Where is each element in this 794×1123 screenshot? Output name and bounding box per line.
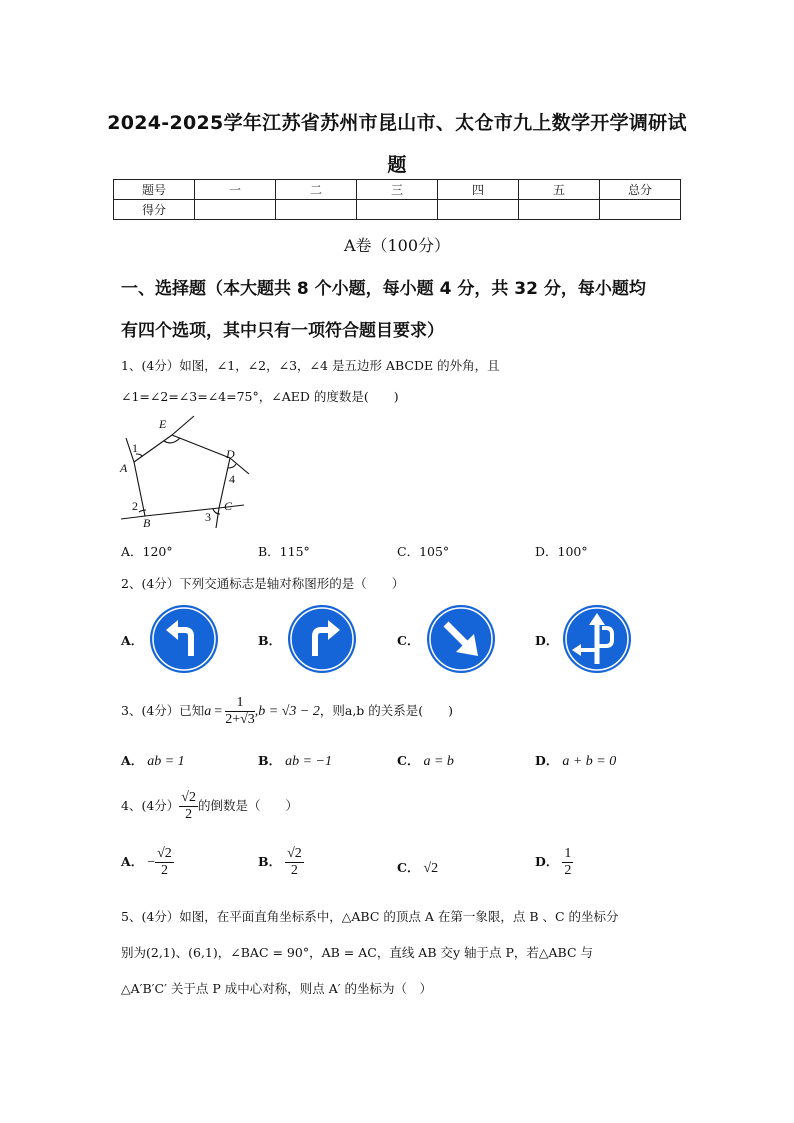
- q3-b-part: ,b = √3 − 2: [254, 704, 320, 719]
- angle-label-2: 2: [132, 499, 138, 513]
- score-cell: 题号: [114, 180, 195, 200]
- q3-frac-num: 1: [225, 695, 255, 712]
- arrow-down-right-icon[interactable]: [426, 604, 496, 674]
- q2-option-d-label[interactable]: D．: [535, 633, 559, 648]
- question-3-stem: [121, 691, 453, 732]
- score-table-header-row: [114, 180, 681, 200]
- q3-fraction: [225, 695, 255, 728]
- section-heading-line2: 有四个选项，其中只有一项符合题目要求）: [121, 321, 444, 341]
- page-title-line2: 题: [387, 154, 407, 176]
- score-cell: 总分: [600, 180, 681, 200]
- score-cell: [195, 200, 276, 220]
- q4-option-d-num: 1: [564, 846, 572, 861]
- question-5-line3: △A′B′C′ 关于点 P 成中心对称，则点 A′ 的坐标为（ ）: [121, 981, 433, 996]
- q4-option-c[interactable]: [397, 858, 438, 877]
- q4-option-a-fraction: [155, 846, 174, 879]
- q4-option-c-label: C．: [397, 860, 420, 875]
- q3-option-c-label: C．: [397, 753, 420, 768]
- q3-option-b[interactable]: [258, 751, 332, 770]
- q3-var-a: a: [204, 704, 212, 719]
- q3-suffix: ，则a,b 的关系是( ): [319, 703, 454, 718]
- angle-label-1: 1: [132, 441, 138, 455]
- q4-option-a-den: 2: [160, 863, 168, 878]
- q3-option-a[interactable]: [121, 751, 185, 770]
- score-cell: 三: [357, 180, 438, 200]
- q3-option-d-expr: a + b = 0: [562, 754, 617, 769]
- q4-option-b-label: B．: [258, 854, 282, 869]
- q4-option-a[interactable]: [121, 846, 174, 879]
- score-cell: [276, 200, 357, 220]
- label-D: D: [226, 447, 235, 461]
- question-4-stem: [121, 786, 298, 826]
- score-cell: 五: [519, 180, 600, 200]
- q4-option-b-fraction: [285, 846, 304, 879]
- q4-frac-den: 2: [185, 807, 193, 822]
- q4-suffix: 的倒数是（ ）: [197, 798, 298, 813]
- q3-frac-den: 2+√3: [225, 712, 255, 727]
- q4-fraction: [179, 790, 198, 823]
- q1-option-d[interactable]: D．100°: [535, 544, 588, 559]
- label-E: E: [159, 417, 167, 431]
- angle-label-3: 3: [205, 510, 211, 524]
- score-cell: 一: [195, 180, 276, 200]
- label-C: C: [224, 499, 233, 513]
- score-cell: [357, 200, 438, 220]
- q4-option-a-label: A．: [121, 854, 144, 869]
- q1-option-a[interactable]: A．120°: [121, 544, 173, 559]
- paper-section-heading: A卷（100分）: [343, 236, 451, 255]
- q3-equals: =: [214, 704, 223, 719]
- q4-option-b-den: 2: [290, 863, 298, 878]
- q4-option-b[interactable]: [258, 846, 304, 879]
- label-A: A: [120, 461, 128, 475]
- q4-option-d-den: 2: [564, 863, 572, 878]
- turn-right-icon[interactable]: [287, 604, 357, 674]
- straight-or-left-right-icon[interactable]: [562, 604, 632, 674]
- score-cell: 四: [438, 180, 519, 200]
- q4-option-c-expr: √2: [423, 861, 439, 876]
- q3-option-a-label: A．: [121, 753, 144, 768]
- question-1-line2: ∠1=∠2=∠3=∠4=75°，∠AED 的度数是( ): [121, 389, 399, 404]
- q3-option-b-expr: ab = −1: [285, 754, 332, 769]
- score-table-score-row: [114, 200, 681, 220]
- q4-option-d-fraction: [562, 846, 573, 879]
- score-cell: 二: [276, 180, 357, 200]
- score-cell: [519, 200, 600, 220]
- angle-label-4: 4: [229, 472, 235, 486]
- score-cell: [438, 200, 519, 220]
- score-cell: 得分: [114, 200, 195, 220]
- q3-prefix: 3、(4分）已知: [121, 703, 205, 718]
- q4-prefix: 4、(4分）: [121, 798, 180, 813]
- q4-option-d-label: D．: [535, 854, 559, 869]
- score-table: [113, 179, 681, 220]
- q4-option-a-sign: −: [147, 855, 156, 870]
- label-B: B: [143, 516, 151, 530]
- q3-option-d-label: D．: [535, 753, 559, 768]
- q3-option-c[interactable]: [397, 751, 454, 770]
- q3-option-d[interactable]: [535, 751, 616, 770]
- q3-option-b-label: B．: [258, 753, 282, 768]
- pentagon-figure: [112, 410, 257, 535]
- section-heading-line1: 一、选择题（本大题共 8 个小题，每小题 4 分，共 32 分，每小题均: [121, 279, 646, 299]
- q4-frac-num: √2: [181, 790, 196, 805]
- question-2-stem: 2、(4分）下列交通标志是轴对称图形的是（ ）: [121, 576, 405, 591]
- q3-option-a-expr: ab = 1: [147, 754, 185, 769]
- question-5-line1: 5、(4分）如图，在平面直角坐标系中，△ABC 的顶点 A 在第一象限，点 B 、C 的坐标分: [121, 909, 619, 924]
- question-5-line2: 别为(2,1)、(6,1)，∠BAC = 90°，AB = AC，直线 AB 交y 轴于点 P，若△ABC 与: [121, 945, 593, 960]
- question-1-line1: 1、(4分）如图，∠1，∠2，∠3，∠4 是五边形 ABCDE 的外角，且: [121, 358, 500, 373]
- q1-option-c[interactable]: C．105°: [397, 544, 450, 559]
- page-title-line1: 2024-2025学年江苏省苏州市昆山市、太仓市九上数学开学调研试: [107, 112, 687, 134]
- q3-option-c-expr: a = b: [423, 754, 454, 769]
- score-cell: [600, 200, 681, 220]
- q2-option-a-label[interactable]: A．: [121, 633, 144, 648]
- q4-option-b-num: √2: [287, 846, 302, 861]
- q4-option-a-num: √2: [157, 846, 172, 861]
- q1-option-b[interactable]: B．115°: [258, 544, 310, 559]
- turn-left-icon[interactable]: [149, 604, 219, 674]
- q2-option-c-label[interactable]: C．: [397, 633, 420, 648]
- q4-option-d[interactable]: [535, 846, 573, 879]
- q2-option-b-label[interactable]: B．: [258, 633, 282, 648]
